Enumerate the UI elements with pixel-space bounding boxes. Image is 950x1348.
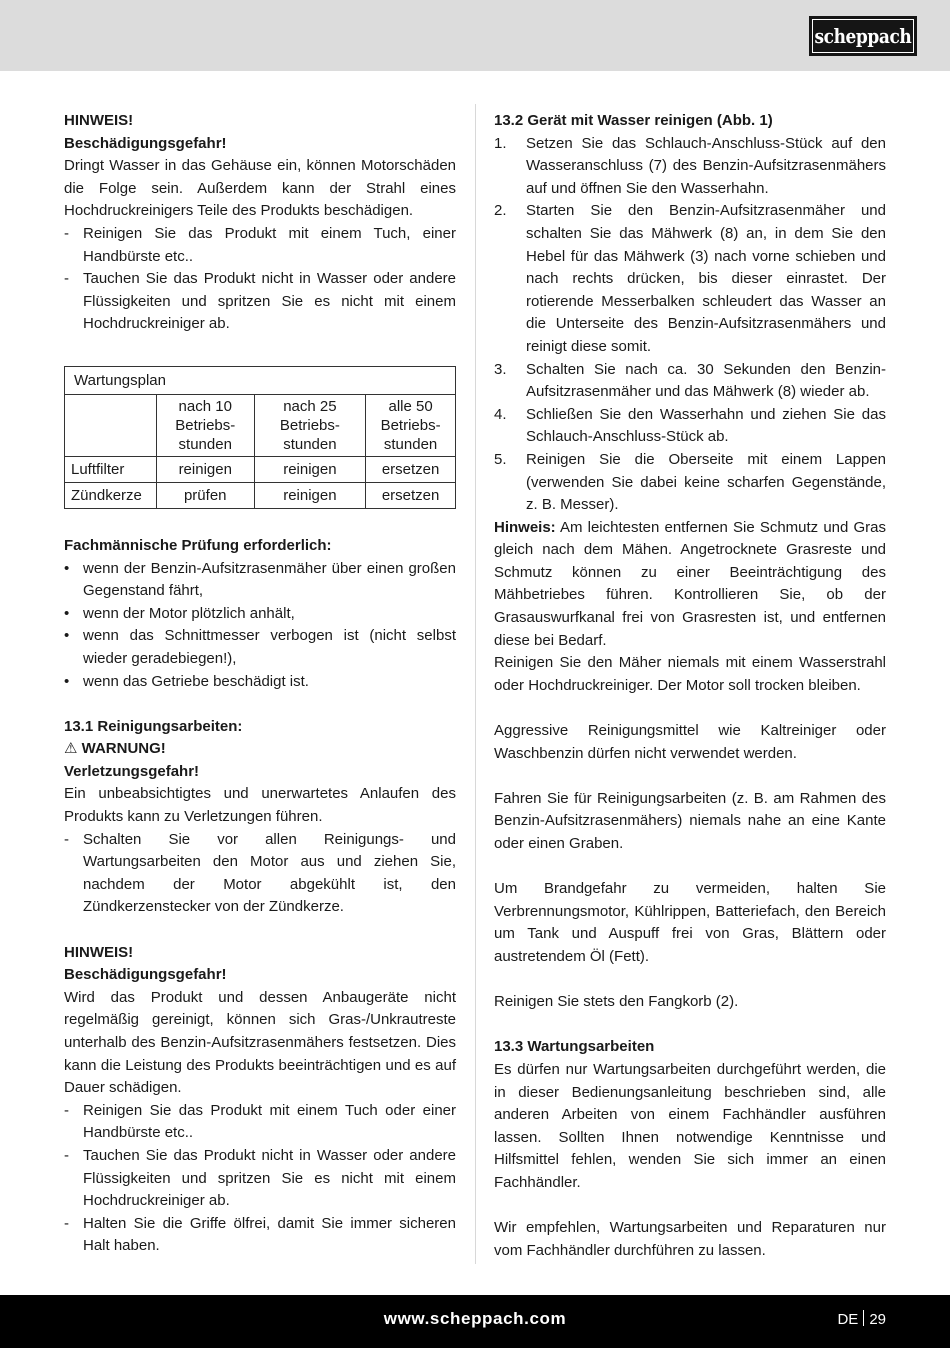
column-divider: [475, 104, 476, 1264]
paragraph: Aggressive Reinigungsmittel wie Kaltreiniger oder Waschbenzin dürfen nicht verwendet werden.: [494, 722, 886, 762]
hint-paragraph-2: Reinigen Sie den Mäher niemals mit einem Wasserstrahl oder Hochdruckreiniger. Der Motor soll trocken bleiben.: [494, 654, 886, 694]
table-title: Wartungsplan: [65, 366, 456, 394]
page-header: [0, 0, 950, 71]
paragraph: Fahren Sie für Reinigungsarbeiten (z. B. am Rahmen des Benzin-Aufsitzrasenmähers) niemals nahe an eine Kante oder einen Graben.: [494, 789, 886, 852]
list-item: - Tauchen Sie das Produkt nicht in Wasser oder andere Flüssigkeiten und spritzen Sie es nicht mit einem Hochdruckreiniger ab.: [64, 270, 456, 333]
right-column: [494, 110, 886, 1262]
left-column: [64, 110, 456, 1258]
notice-subtitle: Beschädigungsgefahr!: [64, 134, 227, 152]
numbered-step: 2. Starten Sie den Benzin-Aufsitzrasenmäher und schalten Sie das Mähwerk (8) an, in dem Sie den Hebel für das Mähwerk (3) nach vorne schieben und nach rechts drücken, bis dieser einrastet. Der rotierende Messerbalken schleudert das Wasser an die Unterseite des Benzin-Aufsitzrasenmähers und reinigt diese somit.: [494, 202, 886, 355]
list-item: • wenn der Benzin-Aufsitzrasenmäher über einen großen Gegenstand fährt,: [64, 559, 456, 600]
numbered-step: 5. Reinigen Sie die Oberseite mit einem Lappen (verwenden Sie dabei keine scharfen Gegenstände, z. B. Messer).: [494, 450, 886, 514]
list-item: - Tauchen Sie das Produkt nicht in Wasser oder andere Flüssigkeiten und spritzen Sie es nicht mit einem Hochdruckreiniger ab.: [64, 1146, 456, 1210]
maintenance-text-2: Wir empfehlen, Wartungsarbeiten und Reparaturen nur vom Fachhändler durchführen zu lassen.: [494, 1219, 886, 1259]
notice-cleaning-damage: [64, 942, 456, 1258]
list-item: • wenn das Getriebe beschädigt ist.: [64, 672, 309, 690]
list-item: - Schalten Sie vor allen Reinigungs- und Wartungsarbeiten den Motor aus und ziehen Sie, nachdem der Motor abgekühlt ist, den Zündkerzenstecker von der Zündkerze.: [64, 830, 456, 916]
section-title: Fachmännische Prüfung erforderlich:: [64, 536, 332, 554]
maintenance-schedule-table: [64, 366, 456, 509]
website-link[interactable]: www.scheppach.com: [383, 1309, 567, 1328]
table-row: Zündkerze prüfen reinigen ersetzen: [65, 482, 456, 508]
warning-label: ⚠ WARNUNG!: [64, 740, 166, 758]
scheppach-logo: [809, 16, 917, 56]
notice-text: Dringt Wasser in das Gehäuse ein, können Motorschäden die Folge sein. Außerdem kann der Strahl eines Hochdruckreinigers Teile des Produkts beschädigen.: [64, 157, 456, 220]
list-item: • wenn der Motor plötzlich anhält,: [64, 604, 295, 622]
table-header-cell: [65, 394, 157, 456]
maintenance-text: Es dürfen nur Wartungsarbeiten durchgeführt werden, die in dieser Bedienungsanleitung beschrieben sind, alle anderen Arbeiten von einem Fachhändler ausführen lassen. Sollten Ihnen notwendige Kenntnisse und Hilfsmittel fehlen, wenden Sie sich immer an einen Fachhändler.: [494, 1060, 886, 1191]
list-item: - Reinigen Sie das Produkt mit einem Tuch oder einer Handbürste etc..: [64, 1101, 456, 1142]
water-cleaning-section: [494, 110, 886, 697]
paragraph: Reinigen Sie stets den Fangkorb (2).: [494, 993, 739, 1011]
hint-paragraph: Hinweis: Am leichtesten entfernen Sie Schmutz und Gras gleich nach dem Mähen. Angetrocknete Grasreste und Schmutz können zu einer Beeinträchtigung des Mähbetriebes führen. Kontrollieren Sie, ob der Grasauswurfkanal frei von Grasresten ist, und entfernen diese bei Bedarf.: [494, 518, 886, 649]
notice-subtitle: Beschädigungsgefahr!: [64, 966, 227, 984]
inspection-section: [64, 535, 456, 693]
section-heading: 13.3 Wartungsarbeiten: [494, 1038, 655, 1056]
maintenance-section: [494, 1036, 886, 1262]
table-header-cell: alle 50 Betriebs-stunden: [366, 394, 456, 456]
notice-title: HINWEIS!: [64, 943, 134, 961]
list-item: • wenn das Schnittmesser verbogen ist (nicht selbst wieder geradebiegen!),: [64, 627, 456, 667]
logo-text: scheppach: [814, 24, 912, 48]
warning-text: Ein unbeabsichtigtes und unerwartetes Anlaufen des Produkts kann zu Verletzungen führen.: [64, 785, 456, 826]
table-header-cell: nach 10 Betriebs-stunden: [156, 394, 254, 456]
list-item: - Reinigen Sie das Produkt mit einem Tuch, einer Handbürste etc..: [64, 224, 456, 265]
page-footer: [0, 1295, 950, 1348]
numbered-step: 4. Schließen Sie den Wasserhahn und ziehen Sie das Schlauch-Anschluss-Stück ab.: [494, 405, 886, 446]
section-heading: 13.2 Gerät mit Wasser reinigen (Abb. 1): [494, 112, 773, 129]
list-item: - Halten Sie die Griffe ölfrei, damit Sie immer sicheren Halt haben.: [64, 1214, 456, 1255]
notice-title: HINWEIS!: [64, 112, 134, 129]
numbered-step: 3. Schalten Sie nach ca. 30 Sekunden den Benzin-Aufsitzrasenmäher und das Mähwerk (8) wieder ab.: [494, 360, 886, 401]
numbered-step: 1. Setzen Sie das Schlauch-Anschluss-Stück auf den Wasseranschluss (7) des Benzin-Aufsitzrasenmähers auf und öffnen Sie den Wasserhahn.: [494, 134, 886, 197]
notice-water-damage: [64, 110, 456, 336]
section-heading: 13.1 Reinigungsarbeiten:: [64, 717, 243, 735]
cleaning-section: [64, 716, 456, 919]
table-row: Luftfilter reinigen reinigen ersetzen: [65, 456, 456, 482]
notice-text: Wird das Produkt und dessen Anbaugeräte nicht regelmäßig gereinigt, können sich Gras-/Unkrautreste unterhalb des Benzin-Aufsitzrasenmähers festsetzen. Dies kann die Leistung des Produkts beeinträchtigen und es auf Dauer schädigen.: [64, 988, 456, 1097]
page-number: DE 29: [837, 1311, 886, 1328]
table-header-cell: nach 25 Betriebs-stunden: [254, 394, 366, 456]
paragraph: Um Brandgefahr zu vermeiden, halten Sie Verbrennungsmotor, Kühlrippen, Batteriefach, den Bereich um Tank und Auspuff frei von Gras, Blättern oder austretendem Öl (Fett).: [494, 880, 886, 965]
warning-subtitle: Verletzungsgefahr!: [64, 762, 200, 780]
